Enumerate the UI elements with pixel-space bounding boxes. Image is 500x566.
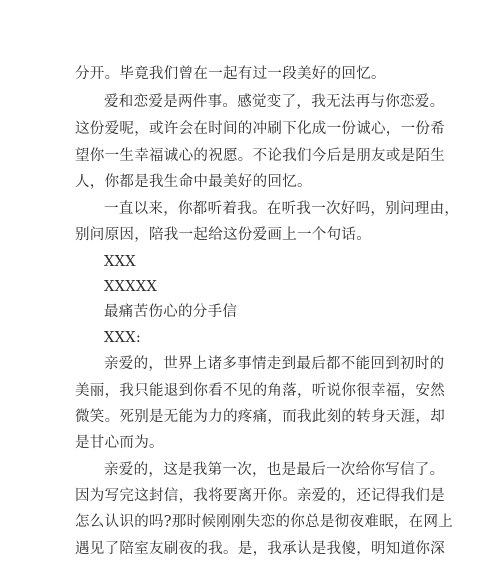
text-line: 亲爱的，这是我第一次，也是最后一次给你写信了。 [104,462,445,478]
text-line: 人，你都是我生命中最美好的回忆。 [75,174,312,190]
text-line: 因为写完这封信，我将要离开你。亲爱的，还记得我们是 [75,488,445,504]
text-line: 分开。毕竟我们曾在一起有过一段美好的回忆。 [75,66,386,82]
text-line: 遇见了陪室友刷夜的我。是，我承认是我傻，明知道你深 [75,541,445,557]
text-line: 是甘心而为。 [75,435,164,451]
salutation: XXX: [104,330,142,346]
text-line: 微笑。死别是无能为力的疼痛，而我此刻的转身天涯，却 [75,409,445,425]
text-line: 爱和恋爱是两件事。感觉变了，我无法再与你恋爱。 [104,94,445,110]
text-line: 一直以来，你都听着我。在听我一次好吗，别问理由， [104,201,460,217]
text-line: XXXXX [104,279,158,295]
text-line: 怎么认识的吗?那时候刚刚失恋的你总是彻夜难眠，在网上 [75,514,454,530]
text-line: 这份爱呢，或许会在时间的冲刷下化成一份诚心，一份希 [75,121,445,137]
text-line: 望你一生幸福诚心的祝愿。不论我们今后是朋友或是陌生 [75,148,445,164]
text-line: 亲爱的，世界上诸多事情走到最后都不能回到初时的 [104,356,445,372]
text-line: 别问原因，陪我一起给这份爱画上一个句话。 [75,227,371,243]
text-line: 美丽，我只能退到你看不见的角落，听说你很幸福，安然 [75,383,445,399]
section-title: 最痛苦伤心的分手信 [104,304,238,320]
text-line: XXX [104,254,136,270]
